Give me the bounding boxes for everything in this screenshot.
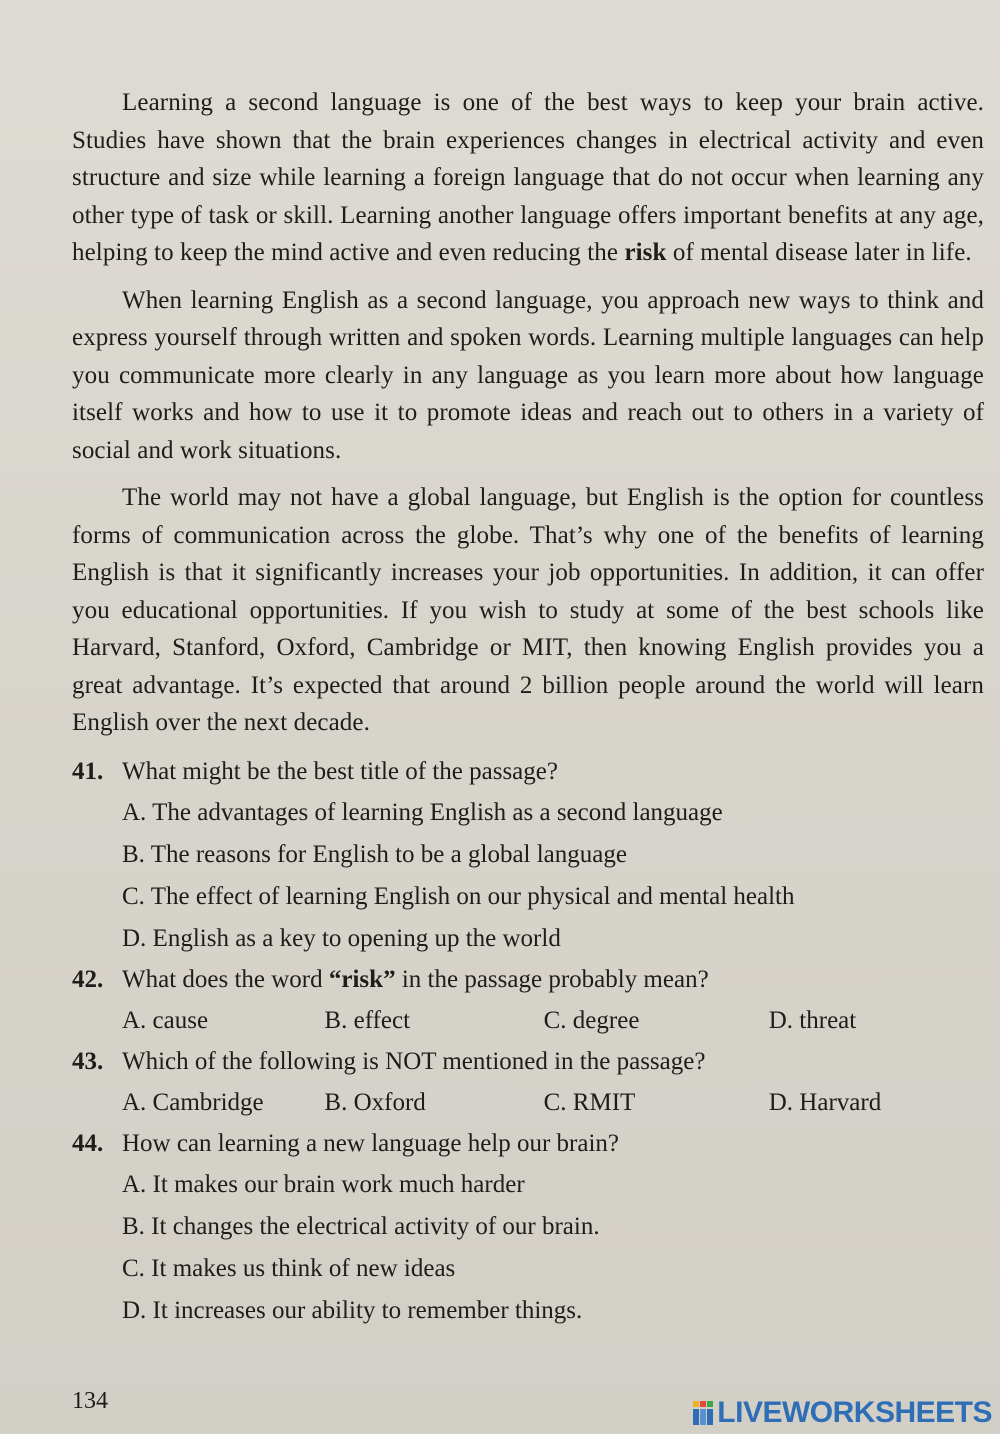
question-44-option-c[interactable]: C. It makes us think of new ideas	[122, 1254, 456, 1282]
question-44-option-b[interactable]: B. It changes the electrical activity of our brain.	[122, 1212, 600, 1240]
question-43-option-b[interactable]: B. Oxford	[324, 1088, 426, 1116]
question-44-text: How can learning a new language help our brain?	[122, 1129, 620, 1157]
question-42-keyword: “risk”	[328, 965, 396, 993]
question-44	[72, 1124, 984, 1332]
page-content	[72, 84, 984, 1332]
question-42-option-a[interactable]: A. cause	[122, 1006, 209, 1034]
passage-paragraph-2: When learning English as a second language, you approach new ways to think and express yourself through written and spoken words. Learning multiple languages can help you communicate more clearly in any language as you learn more about how language itself works and how to use it to promote ideas and reach out to others in a variety of social and work situations.	[72, 286, 984, 464]
question-41	[72, 752, 984, 960]
question-43-option-c[interactable]: C. RMIT	[543, 1088, 636, 1116]
question-42-text-after: in the passage probably mean?	[395, 965, 709, 993]
question-44-options	[72, 1164, 984, 1332]
liveworksheets-logo-icon	[692, 1399, 714, 1427]
question-42-text-before: What does the word	[122, 965, 329, 993]
question-41-option-b[interactable]: B. The reasons for English to be a global language	[122, 840, 627, 868]
paragraph-1-text-after: of mental disease later in life.	[666, 239, 972, 266]
keyword-risk: risk	[624, 239, 667, 266]
question-41-text: What might be the best title of the passage?	[122, 757, 558, 785]
question-41-option-d[interactable]: D. English as a key to opening up the world	[122, 924, 561, 952]
page-number: 134	[72, 1388, 108, 1414]
question-42	[72, 960, 984, 1042]
question-44-number: 44.	[72, 1129, 104, 1157]
question-41-option-a[interactable]: A. The advantages of learning English as a second language	[122, 798, 723, 826]
question-42-option-c[interactable]: C. degree	[543, 1006, 640, 1034]
question-42-text	[122, 960, 984, 1000]
question-41-number: 41.	[72, 757, 104, 785]
question-43-options	[72, 1082, 984, 1124]
passage-paragraph-3: The world may not have a global language, but English is the option for countless forms of communication across the globe. That’s why one of the benefits of learning English is that it significantly increases your job opportunities. In addition, it can offer you educational opportunities. If you wish to study at some of the best schools like Harvard, Stanford, Oxford, Cambridge or MIT, then knowing English provides you a great advantage. It’s expected that around 2 billion people around the world will learn English over the next decade.	[72, 484, 984, 736]
question-42-option-b[interactable]: B. effect	[324, 1006, 411, 1034]
paragraph-1-text-before: Learning a second language is one of the best ways to keep your brain active. Studies have shown that the brain experiences changes in electrical activity and even structure and size while learning a foreign language that do not occur when learning any other type of task or skill. Learning another language offers important benefits at any age, helping to keep the mind active and even reducing the	[72, 89, 984, 266]
liveworksheets-logo-text: LIVEWORKSHEETS	[717, 1396, 992, 1429]
question-43	[72, 1042, 984, 1124]
question-42-number: 42.	[72, 965, 104, 993]
question-43-option-a[interactable]: A. Cambridge	[122, 1088, 264, 1116]
question-42-option-d[interactable]: D. threat	[768, 1006, 857, 1034]
question-43-number: 43.	[72, 1047, 104, 1075]
liveworksheets-logo	[692, 1396, 992, 1430]
question-44-option-a[interactable]: A. It makes our brain work much harder	[122, 1170, 525, 1198]
question-43-option-d[interactable]: D. Harvard	[768, 1088, 882, 1116]
question-41-options	[72, 792, 984, 960]
question-41-option-c[interactable]: C. The effect of learning English on our physical and mental health	[122, 882, 795, 910]
question-44-option-d[interactable]: D. It increases our ability to remember things.	[122, 1296, 583, 1324]
passage-paragraph-1	[72, 84, 984, 272]
question-42-options	[72, 1000, 984, 1042]
question-43-text: Which of the following is NOT mentioned in the passage?	[122, 1047, 706, 1075]
